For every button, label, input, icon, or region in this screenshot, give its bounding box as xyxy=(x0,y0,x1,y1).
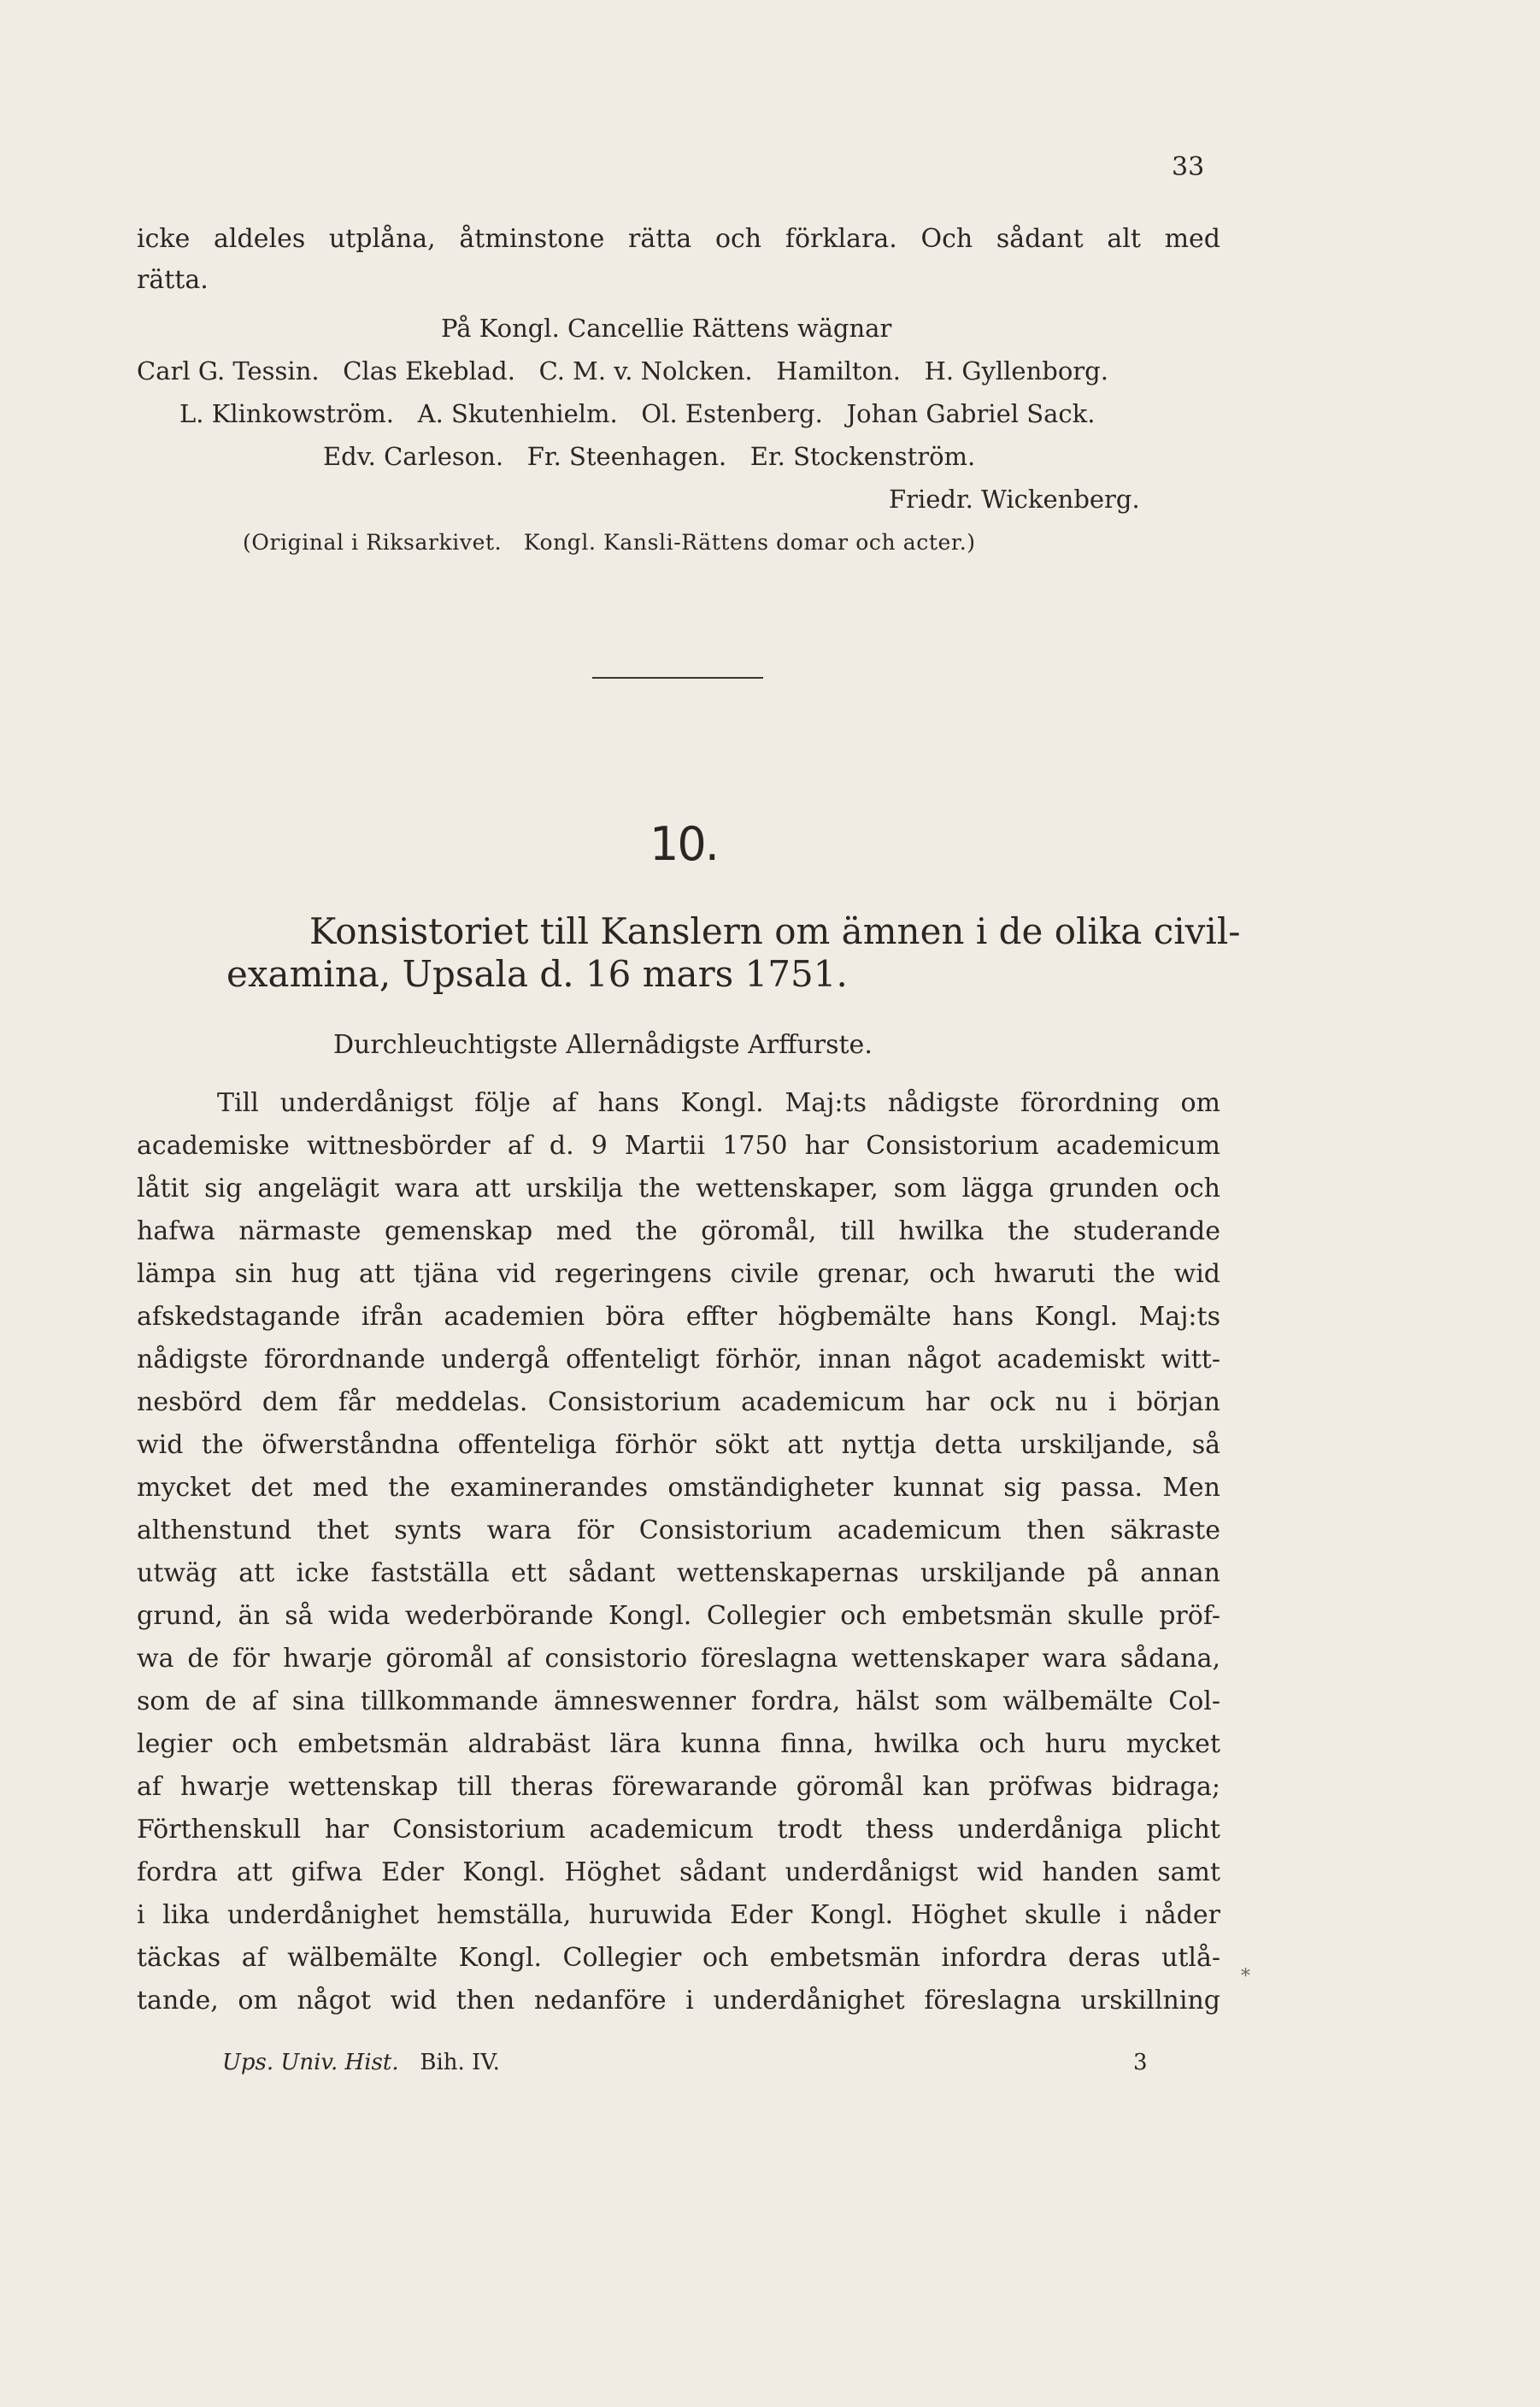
signatures-heading: På Kongl. Cancellie Rättens wägnar xyxy=(441,314,892,343)
source-note: (Original i Riksarkivet. Kongl. Kansli-Rättens domar och acter.) xyxy=(243,530,976,555)
signature-line: Edv. Carleson. Fr. Steenhagen. Er. Stockenström. xyxy=(323,442,976,471)
body-line: som de af sina tillkommande ämneswenner fordra, hälst som wälbemälte Col- xyxy=(137,1686,1220,1716)
continuation-line: icke aldeles utplåna, åtminstone rätta och förklara. Och sådant alt med xyxy=(137,224,1220,254)
document-heading-line: Konsistoriet till Kanslern om ämnen i de olika civil- xyxy=(309,910,1241,952)
body-line: fordra att gifwa Eder Kongl. Höghet sådant underdånigst wid handen samt xyxy=(137,1857,1220,1887)
body-line: hafwa närmaste gemenskap med the göromål, till hwilka the studerande xyxy=(137,1216,1220,1246)
body-line: althenstund thet synts wara för Consistorium academicum then säkraste xyxy=(137,1515,1220,1545)
margin-mark: * xyxy=(1241,1966,1250,1987)
body-line: wid the öfwerståndna offenteliga förhör sökt att nyttja detta urskiljande, så xyxy=(137,1430,1220,1460)
body-line: Till underdånigst följe af hans Kongl. Maj:ts nådigste förordning om xyxy=(217,1088,1220,1118)
body-line: afskedstagande ifrån academien böra effter högbemälte hans Kongl. Maj:ts xyxy=(137,1302,1220,1332)
salutation: Durchleuchtigste Allernådigste Arffurste. xyxy=(333,1030,873,1060)
footer-volume: Bih. IV. xyxy=(420,2050,500,2075)
body-line: grund, än så wida wederbörande Kongl. Collegier och embetsmän skulle pröf- xyxy=(137,1601,1220,1631)
body-line: wa de för hwarje göromål af consistorio föreslagna wettenskaper wara sådana, xyxy=(137,1644,1220,1674)
continuation-line: rätta. xyxy=(137,265,209,295)
body-line: låtit sig angelägit wara att urskilja the wettenskaper, som lägga grunden och xyxy=(137,1174,1220,1204)
signature-line: Carl G. Tessin. Clas Ekeblad. C. M. v. Nolcken. Hamilton. H. Gyllenborg. xyxy=(137,356,1108,385)
body-line: mycket det med the examinerandes omständigheter kunnat sig passa. Men xyxy=(137,1473,1220,1503)
body-line: legier och embetsmän aldrabäst lära kunna finna, hwilka och huru mycket xyxy=(137,1729,1220,1759)
signature-line: L. Klinkowström. A. Skutenhielm. Ol. Estenberg. Johan Gabriel Sack. xyxy=(179,399,1096,428)
document-number: 10. xyxy=(650,817,718,871)
body-line: af hwarje wettenskap till theras förewarande göromål kan pröfwas bidraga; xyxy=(137,1772,1220,1802)
footer-reference xyxy=(222,2050,500,2075)
body-line: tande, om något wid then nedanföre i underdånighet föreslagna urskillning xyxy=(137,1986,1220,2016)
body-line: Förthenskull har Consistorium academicum trodt thess underdåniga plicht xyxy=(137,1815,1220,1845)
signature-line: Friedr. Wickenberg. xyxy=(889,485,1140,514)
body-line: academiske wittnesbörder af d. 9 Martii 1750 har Consistorium academicum xyxy=(137,1131,1220,1161)
body-line: utwäg att icke fastställa ett sådant wettenskapernas urskiljande på annan xyxy=(137,1558,1220,1588)
body-line: täckas af wälbemälte Kongl. Collegier och embetsmän infordra deras utlå- xyxy=(137,1943,1220,1973)
page-number: 33 xyxy=(1172,152,1205,182)
body-line: nesbörd dem får meddelas. Consistorium academicum har ock nu i början xyxy=(137,1387,1220,1417)
footer-series: Ups. Univ. Hist. xyxy=(222,2050,399,2075)
footer-signature-mark: 3 xyxy=(1133,2050,1148,2075)
body-line: i lika underdånighet hemställa, huruwida Eder Kongl. Höghet skulle i nåder xyxy=(137,1900,1220,1930)
body-line: lämpa sin hug att tjäna vid regeringens civile grenar, och hwaruti the wid xyxy=(137,1259,1220,1289)
section-divider xyxy=(592,677,763,679)
document-heading-line: examina, Upsala d. 16 mars 1751. xyxy=(226,953,848,995)
body-line: nådigste förordnande undergå offenteligt förhör, innan något academiskt witt- xyxy=(137,1345,1220,1374)
